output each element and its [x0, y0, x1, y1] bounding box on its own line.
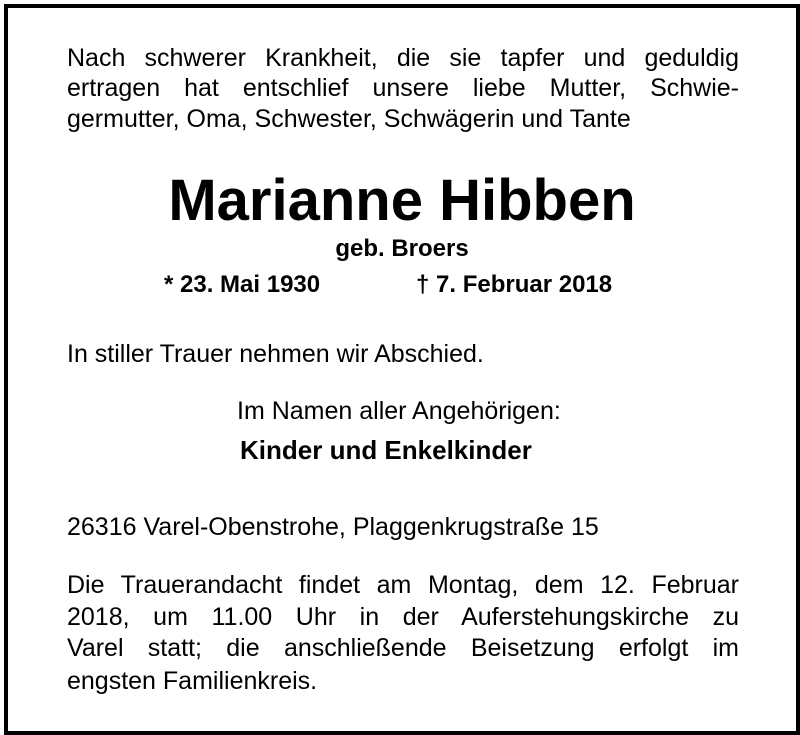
address-text: 26316 Varel-Obenstrohe, Plaggenkrugstraße 15 — [67, 513, 599, 541]
birth-name: geb. Broers — [335, 235, 469, 262]
intro-line-2: ertragen hat entschlief unsere liebe Mutter, Schwie- — [67, 74, 739, 102]
deceased-name: Marianne Hibben — [168, 168, 636, 233]
birth-date: * 23. Mai 1930 — [164, 271, 321, 298]
death-date: † 7. Februar 2018 — [416, 271, 613, 298]
service-line-4: engsten Familienkreis. — [67, 667, 318, 695]
service-line-2: 2018, um 11.00 Uhr in der Auferstehungskirche zu — [67, 603, 739, 631]
obituary-notice — [4, 4, 800, 735]
intro-line-1: Nach schwerer Krankheit, die sie tapfer und geduldig — [67, 44, 739, 72]
intro-line-3: germutter, Oma, Schwester, Schwägerin und Tante — [67, 105, 631, 133]
mourners-signature: Kinder und Enkelkinder — [240, 435, 532, 465]
service-line-3: Varel statt; die anschließende Beisetzung erfolgt im — [67, 634, 739, 662]
on-behalf-text: Im Namen aller Angehörigen: — [237, 397, 561, 425]
farewell-text: In stiller Trauer nehmen wir Abschied. — [67, 340, 484, 368]
service-line-1: Die Trauerandacht findet am Montag, dem 12. Februar — [67, 571, 739, 599]
